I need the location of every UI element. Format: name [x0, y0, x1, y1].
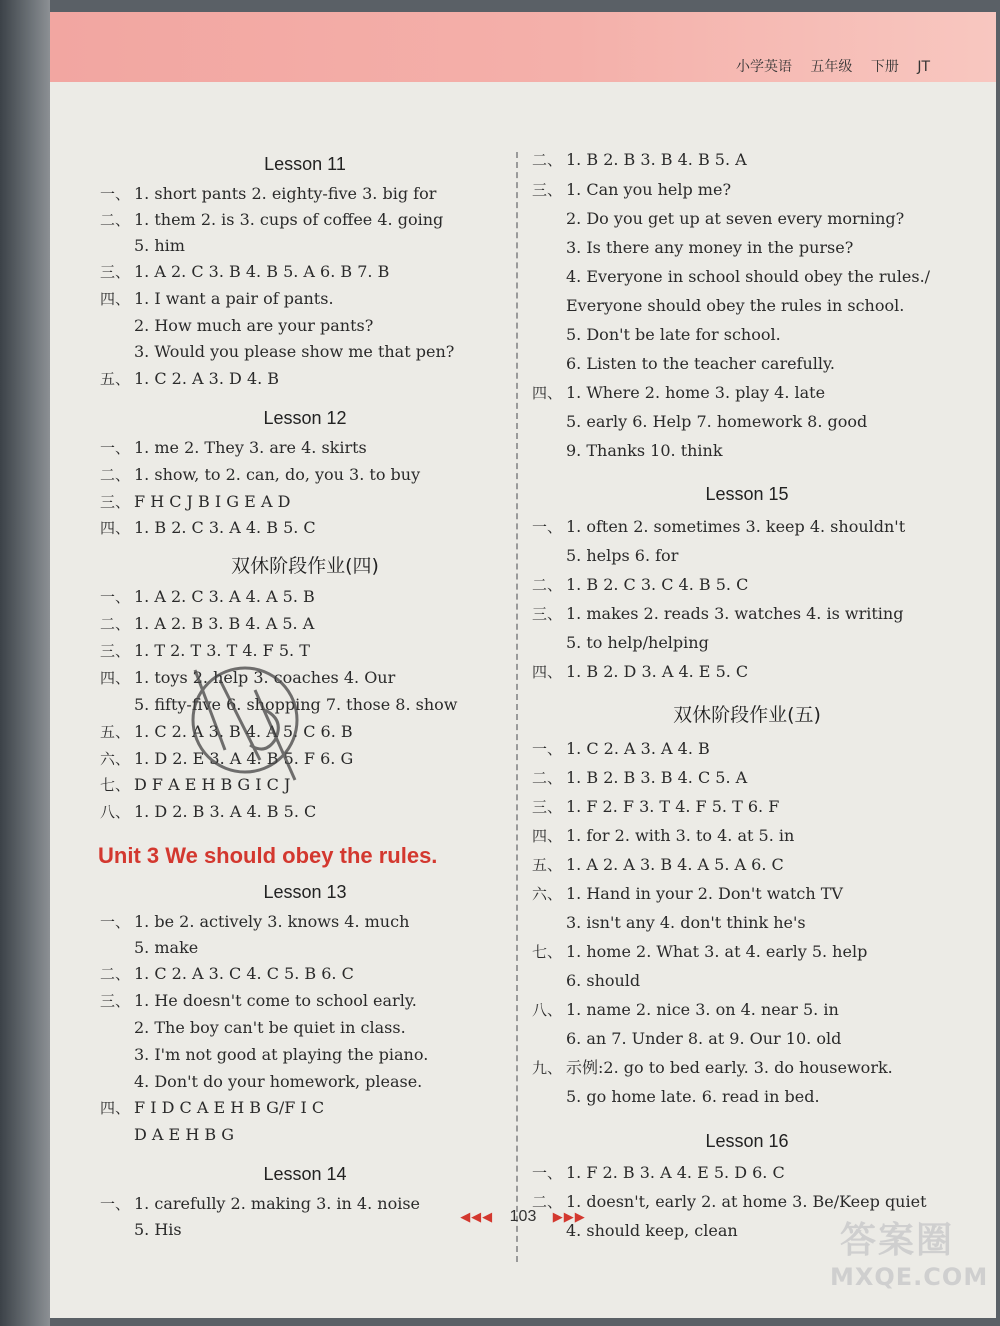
- section-marker: 四、: [100, 669, 131, 687]
- section-marker: 四、: [532, 827, 563, 845]
- section-marker: 七、: [100, 776, 131, 794]
- section-marker: 二、: [532, 576, 563, 594]
- answer-line: 五、 1. C 2. A 3. D 4. B: [100, 369, 280, 388]
- section-marker: 二、: [100, 211, 131, 229]
- lesson-13-title: Lesson 13: [263, 882, 347, 902]
- header-subject: 小学英语: [735, 59, 792, 75]
- answer-line: 三、 1. He doesn't come to school early.: [100, 991, 417, 1010]
- lesson-14-title: Lesson 14: [263, 1164, 347, 1184]
- answer-line: 9. Thanks 10. think: [566, 441, 723, 460]
- answer-line: Everyone should obey the rules in school.: [566, 296, 905, 315]
- answer-line: 5. helps 6. for: [566, 546, 679, 565]
- answer-line: 一、 1. me 2. They 3. are 4. skirts: [100, 438, 367, 457]
- section-marker: 二、: [100, 466, 131, 484]
- answer-line: 八、 1. name 2. nice 3. on 4. near 5. in: [532, 1000, 839, 1019]
- section-marker: 五、: [532, 856, 563, 874]
- next-arrows-icon: ▶▶▶: [552, 1209, 586, 1224]
- answer-line: 5. early 6. Help 7. homework 8. good: [566, 412, 868, 431]
- stamp-watermark: [165, 640, 325, 800]
- answer-line: 一、 1. short pants 2. eighty-five 3. big for: [100, 184, 437, 203]
- section-marker: 一、: [100, 439, 131, 457]
- lesson-12-title: Lesson 12: [263, 408, 347, 428]
- answer-line: 2. How much are your pants?: [134, 316, 374, 335]
- header-meta: [722, 56, 930, 76]
- answer-line: 三、 1. F 2. F 3. T 4. F 5. T 6. F: [532, 797, 780, 816]
- answer-line: 七、 1. home 2. What 3. at 4. early 5. help: [532, 942, 868, 961]
- section-marker: 三、: [532, 798, 563, 816]
- section-marker: 一、: [532, 518, 563, 536]
- header-band: [50, 12, 996, 82]
- answer-line: 一、 1. be 2. actively 3. knows 4. much: [100, 912, 410, 931]
- answer-line: 四、 1. B 2. D 3. A 4. E 5. C: [532, 662, 749, 681]
- weekend-4-title: 双休阶段作业(四): [231, 555, 379, 577]
- answer-line: 3. Would you please show me that pen?: [134, 342, 455, 361]
- answer-line: 八、 1. D 2. B 3. A 4. B 5. C: [100, 802, 317, 821]
- section-marker: 八、: [100, 803, 131, 821]
- answer-line: 四、 1. I want a pair of pants.: [100, 289, 334, 308]
- answer-line: 二、 1. them 2. is 3. cups of coffee 4. going: [100, 210, 444, 229]
- answer-line: 6. Listen to the teacher carefully.: [566, 354, 836, 373]
- section-marker: 三、: [532, 181, 563, 199]
- answer-line: 一、 1. carefully 2. making 3. in 4. noise: [100, 1194, 421, 1213]
- section-marker: 四、: [532, 663, 563, 681]
- answer-line: 三、 1. A 2. C 3. B 4. B 5. A 6. B 7. B: [100, 262, 390, 281]
- answer-line: 5. make: [134, 938, 199, 957]
- section-marker: 四、: [532, 384, 563, 402]
- page-number: 103: [509, 1208, 537, 1225]
- answer-line: 5. him: [134, 236, 185, 255]
- answer-line: 5. His: [134, 1220, 182, 1239]
- section-marker: 六、: [100, 750, 131, 768]
- answer-line: 四、 1. B 2. C 3. A 4. B 5. C: [100, 518, 316, 537]
- lesson-11-title: Lesson 11: [264, 154, 346, 174]
- column-divider: [516, 152, 518, 1262]
- header-volume: 下册: [870, 59, 899, 75]
- book-gutter: [0, 0, 50, 1326]
- site-watermark: [830, 1212, 989, 1291]
- section-marker: 三、: [100, 263, 131, 281]
- section-marker: 二、: [100, 965, 131, 983]
- answer-line: 5. fifty-five 6. shopping 7. those 8. show: [134, 695, 458, 714]
- section-marker: 一、: [100, 588, 131, 606]
- site-watermark-logo: 答案圈: [840, 1220, 955, 1261]
- answer-line: 3. Is there any money in the purse?: [566, 238, 854, 257]
- section-marker: 五、: [100, 370, 131, 388]
- answer-line: 四、 F I D C A E H B G/F I C: [100, 1098, 325, 1117]
- prev-arrows-icon: ◀◀◀: [460, 1209, 494, 1224]
- section-marker: 一、: [100, 185, 131, 203]
- answer-line: 3. I'm not good at playing the piano.: [134, 1045, 429, 1064]
- answer-line: 二、 1. doesn't, early 2. at home 3. Be/Keep quiet: [532, 1192, 927, 1211]
- answer-line: 4. Everyone in school should obey the rules./: [566, 267, 931, 286]
- answer-line: 五、 1. A 2. A 3. B 4. A 5. A 6. C: [532, 855, 784, 874]
- unit-3-title: Unit 3 We should obey the rules.: [98, 843, 438, 868]
- section-marker: 六、: [532, 885, 563, 903]
- header-edition: JT: [917, 59, 930, 75]
- answer-line: 2. The boy can't be quiet in class.: [134, 1018, 406, 1037]
- section-marker: 五、: [100, 723, 131, 741]
- site-watermark-url: MXQE.COM: [830, 1263, 989, 1291]
- section-marker: 二、: [532, 151, 563, 169]
- answer-line: 5. to help/helping: [566, 633, 709, 652]
- answer-line: 一、 1. F 2. B 3. A 4. E 5. D 6. C: [532, 1163, 785, 1182]
- header-grade: 五年级: [810, 59, 853, 75]
- answer-line: 2. Do you get up at seven every morning?: [566, 209, 905, 228]
- answer-line: 二、 1. show, to 2. can, do, you 3. to buy: [100, 465, 421, 484]
- section-marker: 三、: [100, 493, 131, 511]
- section-marker: 七、: [532, 943, 563, 961]
- section-marker: 二、: [532, 769, 563, 787]
- answer-line: 五、 1. C 2. A 3. B 4. A 5. C 6. B: [100, 722, 353, 741]
- lesson-16-title: Lesson 16: [705, 1131, 789, 1151]
- section-marker: 四、: [100, 519, 131, 537]
- section-marker: 二、: [100, 615, 131, 633]
- section-marker: 三、: [100, 642, 131, 660]
- section-marker: 三、: [100, 992, 131, 1010]
- section-marker: 九、: [532, 1059, 563, 1077]
- answer-line: 二、 1. B 2. C 3. C 4. B 5. C: [532, 575, 749, 594]
- section-marker: 四、: [100, 290, 131, 308]
- answer-line: 一、 1. C 2. A 3. A 4. B: [532, 739, 710, 758]
- answer-line: 二、 1. A 2. B 3. B 4. A 5. A: [100, 614, 315, 633]
- answer-line: 四、 1. Where 2. home 3. play 4. late: [532, 383, 826, 402]
- answer-line: 一、 1. often 2. sometimes 3. keep 4. shouldn't: [532, 517, 906, 536]
- answer-line: 三、 F H C J B I G E A D: [100, 492, 291, 511]
- answer-line: 三、 1. Can you help me?: [532, 180, 732, 199]
- section-marker: 二、: [532, 1193, 563, 1211]
- answer-line: 七、 D F A E H B G I C J: [100, 775, 291, 794]
- section-marker: 四、: [100, 1099, 131, 1117]
- page: [50, 12, 996, 1318]
- answer-line: 二、 1. B 2. B 3. B 4. C 5. A: [532, 768, 748, 787]
- section-marker: 一、: [532, 740, 563, 758]
- answer-line: 6. should: [566, 971, 641, 990]
- answer-line: 六、 1. Hand in your 2. Don't watch TV: [532, 884, 843, 903]
- section-marker: 三、: [532, 605, 563, 623]
- answer-line: 二、 1. B 2. B 3. B 4. B 5. A: [532, 150, 747, 169]
- answer-line: 一、 1. A 2. C 3. A 4. A 5. B: [100, 587, 315, 606]
- answer-line: 三、 1. makes 2. reads 3. watches 4. is writing: [532, 604, 904, 623]
- answer-line: D A E H B G: [134, 1125, 234, 1144]
- answer-line: 四、 1. toys 2. help 3. coaches 4. Our: [100, 668, 396, 687]
- answer-line: 3. isn't any 4. don't think he's: [566, 913, 806, 932]
- answer-line: 6. an 7. Under 8. at 9. Our 10. old: [566, 1029, 842, 1048]
- section-marker: 一、: [100, 1195, 131, 1213]
- answer-line: 三、 1. T 2. T 3. T 4. F 5. T: [100, 641, 310, 660]
- answer-line: 九、 示例:2. go to bed early. 3. do housework.: [532, 1058, 893, 1077]
- answer-line: 5. go home late. 6. read in bed.: [566, 1087, 820, 1106]
- section-marker: 一、: [100, 913, 131, 931]
- section-marker: 一、: [532, 1164, 563, 1182]
- answer-line: 5. Don't be late for school.: [566, 325, 781, 344]
- weekend-5-title: 双休阶段作业(五): [673, 704, 821, 726]
- answer-line: 二、 1. C 2. A 3. C 4. C 5. B 6. C: [100, 964, 354, 983]
- section-marker: 八、: [532, 1001, 563, 1019]
- answer-line: 六、 1. D 2. E 3. A 4. B 5. F 6. G: [100, 749, 354, 768]
- answer-line: 四、 1. for 2. with 3. to 4. at 5. in: [532, 826, 795, 845]
- answer-line: 4. should keep, clean: [566, 1221, 738, 1240]
- lesson-15-title: Lesson 15: [705, 484, 789, 504]
- answer-line: 4. Don't do your homework, please.: [134, 1072, 423, 1091]
